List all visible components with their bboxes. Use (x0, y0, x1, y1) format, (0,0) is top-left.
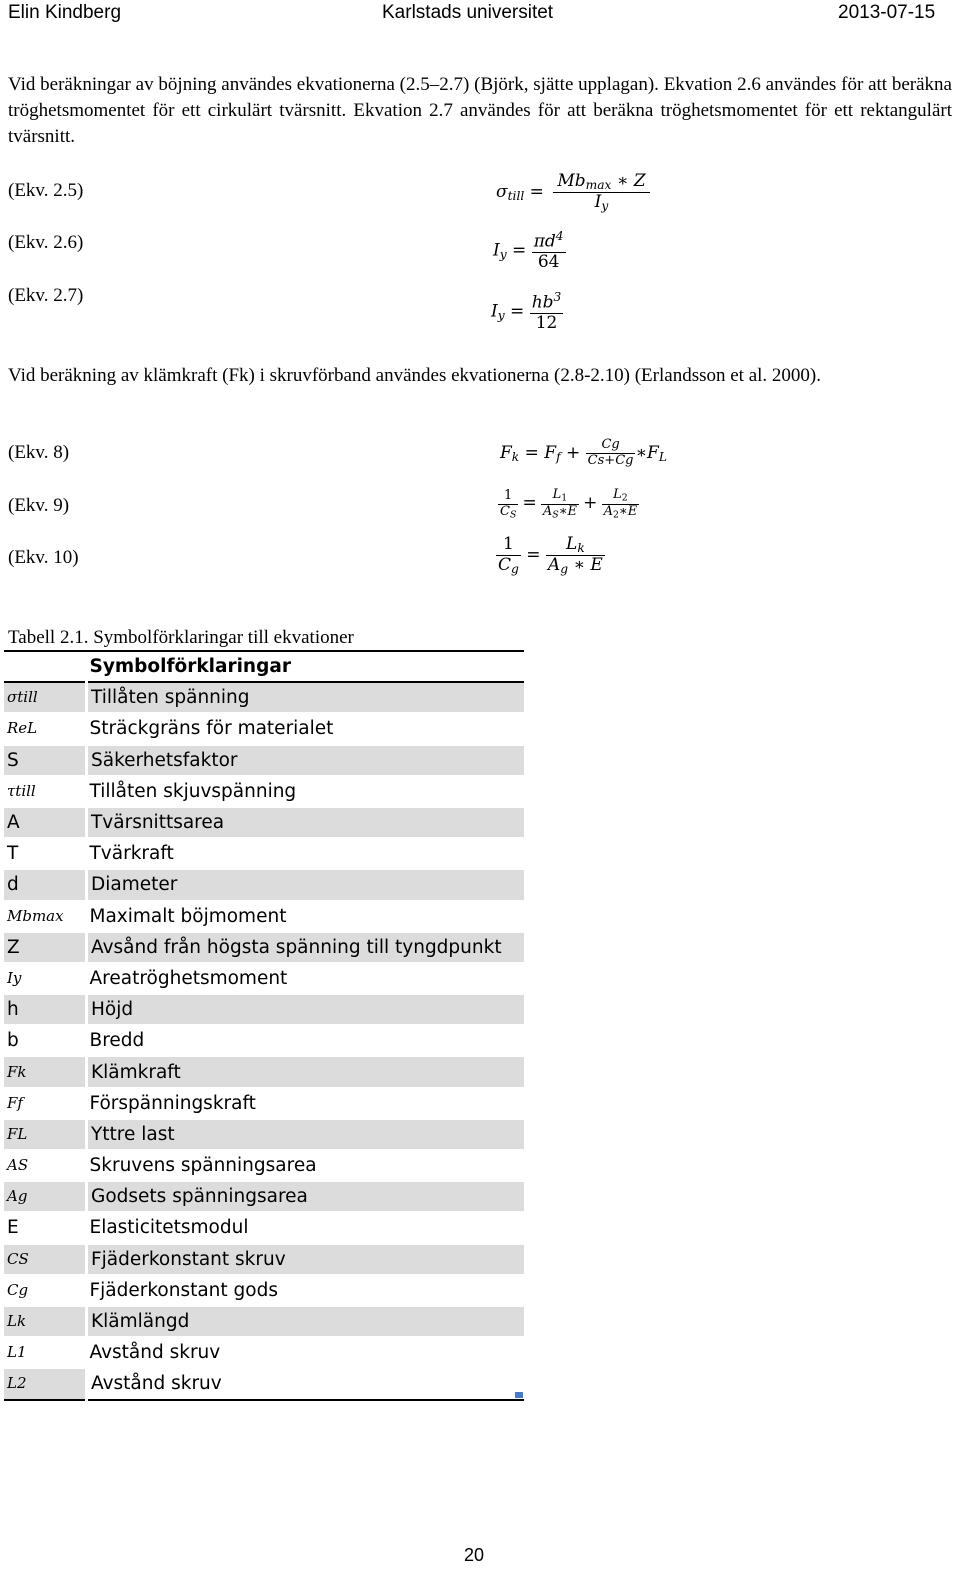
symbol-cell: b (4, 1025, 87, 1056)
symbol-cell: Lk (4, 1306, 87, 1337)
header-author: Elin Kindberg (8, 2, 122, 23)
description-cell: Fjäderkonstant skruv (87, 1244, 525, 1275)
equation-2-7: $I_y$ = $\frac{hb^3}{12}$ (491, 290, 562, 334)
table-resize-handle (515, 1392, 523, 1398)
symbol-cell: AS (4, 1150, 87, 1181)
symbol-cell: T (4, 838, 87, 869)
header-date: 2013-07-15 (838, 2, 936, 23)
symbol-cell: E (4, 1212, 87, 1243)
table-row (4, 807, 524, 838)
table-row (4, 1088, 524, 1119)
symbol-cell: Mbmax (4, 901, 87, 932)
description-cell: Diameter (87, 869, 525, 900)
table-row (4, 963, 524, 994)
description-cell: Tillåten skjuvspänning (87, 776, 525, 807)
equation-label-10: (Ekv. 10) (8, 547, 79, 568)
table-row (4, 1119, 524, 1150)
symbol-cell: Ff (4, 1088, 87, 1119)
description-cell: Höjd (87, 994, 525, 1025)
table-row (4, 838, 524, 869)
equation-label-2-5: (Ekv. 2.5) (8, 180, 84, 201)
table-row (4, 932, 524, 963)
table-row (4, 1056, 524, 1087)
table-row (4, 869, 524, 900)
description-cell: Sträckgräns för materialet (87, 713, 525, 744)
description-cell: Klämkraft (87, 1056, 525, 1087)
equation-10: $\frac{1}{C_g}$ = $\frac{L_k}{A_g ∗ E}$ (498, 534, 603, 577)
symbol-cell: d (4, 869, 87, 900)
equation-2-6: $I_y$ = $\frac{\pi d^4}{64}$ (493, 229, 564, 273)
page-number: 20 (463, 1545, 485, 1565)
table-row (4, 901, 524, 932)
symbol-cell: CS (4, 1244, 87, 1275)
table-row (4, 1212, 524, 1243)
description-cell: Maximalt böjmoment (87, 901, 525, 932)
table-row (4, 776, 524, 807)
table-row (4, 713, 524, 744)
table-row (4, 994, 524, 1025)
symbol-cell: ReL (4, 713, 87, 744)
symbol-cell: L2 (4, 1368, 87, 1399)
equation-label-9: (Ekv. 9) (8, 495, 70, 516)
description-cell: Avsånd från högsta spänning till tyngdpunkt (87, 932, 525, 963)
symbol-cell: Z (4, 932, 87, 963)
table-row (4, 682, 524, 713)
description-cell: Yttre last (87, 1119, 525, 1150)
description-cell: Fjäderkonstant gods (87, 1275, 525, 1306)
symbol-cell: σtill (4, 682, 87, 713)
description-cell: Bredd (87, 1025, 525, 1056)
table-row (4, 745, 524, 776)
paragraph-bending: Vid beräkningar av böjning användes ekvationerna (2.5–2.7) (Björk, sjätte upplagan). Ekvation 2.6 användes för att beräkna tröghetsmomentet för ett cirkulärt tvärsnitt. Ekvation 2.7 användes för att beräkna tröghetsmomentet för ett rektangulärt tvärsnitt. (8, 74, 952, 147)
symbol-cell: A (4, 807, 87, 838)
description-cell: Avstånd skruv (87, 1368, 525, 1399)
table-header-title: Symbolförklaringar (87, 651, 525, 682)
paragraph-clamp-force: Vid beräkning av klämkraft (Fk) i skruvförband användes ekvationerna (2.8-2.10) (Erlandsson et al. 2000). (8, 365, 821, 386)
description-cell: Tvärsnittsarea (87, 807, 525, 838)
symbol-cell: h (4, 994, 87, 1025)
description-cell: Tvärkraft (87, 838, 525, 869)
equation-label-2-7: (Ekv. 2.7) (8, 285, 84, 306)
table-header-empty (4, 651, 87, 682)
table-row (4, 1150, 524, 1181)
table-row (4, 1368, 524, 1399)
equation-label-8: (Ekv. 8) (8, 442, 70, 463)
table-caption: Tabell 2.1. Symbolförklaringar till ekvationer (8, 627, 354, 648)
equation-2-5: $\sigma_{till}$ = $\frac{Mb_{max} ∗ Z}{I_y}$ (496, 172, 650, 213)
symbol-cell: τtill (4, 776, 87, 807)
equation-label-2-6: (Ekv. 2.6) (8, 232, 84, 253)
symbol-cell: Ag (4, 1181, 87, 1212)
description-cell: Avstånd skruv (87, 1337, 525, 1368)
table-row (4, 1025, 524, 1056)
symbol-cell: Cg (4, 1275, 87, 1306)
header-university: Karlstads universitet (382, 2, 554, 23)
table-row (4, 1275, 524, 1306)
description-cell: Areatröghetsmoment (87, 963, 525, 994)
symbol-cell: S (4, 745, 87, 776)
table-header-row (4, 651, 524, 682)
table-row (4, 1337, 524, 1368)
symbol-cell: FL (4, 1119, 87, 1150)
symbol-cell: L1 (4, 1337, 87, 1368)
description-cell: Elasticitetsmodul (87, 1212, 525, 1243)
description-cell: Skruvens spänningsarea (87, 1150, 525, 1181)
description-cell: Tillåten spänning (87, 682, 525, 713)
symbol-table (4, 650, 524, 1401)
description-cell: Godsets spänningsarea (87, 1181, 525, 1212)
table-row (4, 1181, 524, 1212)
symbol-cell: Iy (4, 963, 87, 994)
description-cell: Klämlängd (87, 1306, 525, 1337)
equation-9: $\frac{1}{C_S}$ = $\frac{L_1}{A_S∗E}$ + $\frac{L_2}{A_2∗E}$ (500, 487, 638, 521)
table-row (4, 1306, 524, 1337)
description-cell: Förspänningskraft (87, 1088, 525, 1119)
description-cell: Säkerhetsfaktor (87, 745, 525, 776)
table-row (4, 1244, 524, 1275)
symbol-cell: Fk (4, 1056, 87, 1087)
equation-8: $F_k = F_f$ + $\frac{Cg}{Cs+Cg}$ $∗F_L$ (500, 437, 667, 468)
